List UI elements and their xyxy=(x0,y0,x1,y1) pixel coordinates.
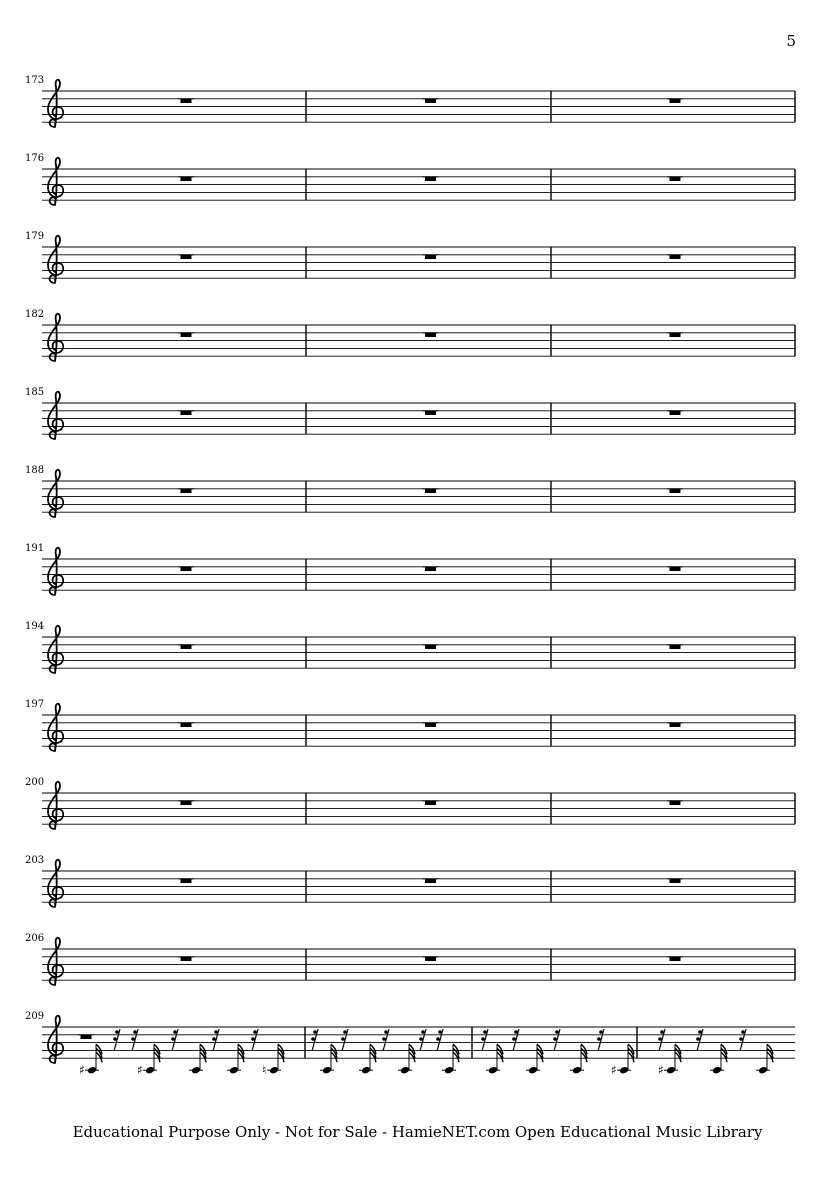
staff xyxy=(0,153,835,231)
staff xyxy=(0,309,835,387)
sixteenth-rest-icon xyxy=(512,1029,519,1051)
staff xyxy=(0,621,835,699)
measure-number: 206 xyxy=(25,933,45,944)
measure-number: 179 xyxy=(25,231,45,242)
sharp-icon: ♯ xyxy=(658,1063,664,1078)
whole-rest-icon xyxy=(670,411,681,415)
music-system xyxy=(0,933,835,1011)
whole-rest-icon xyxy=(181,879,192,883)
sharp-icon: ♯ xyxy=(611,1063,617,1078)
whole-rest-icon xyxy=(181,411,192,415)
staff xyxy=(0,543,835,621)
music-system xyxy=(0,699,835,777)
page-number: 5 xyxy=(786,32,796,50)
whole-rest-icon xyxy=(181,333,192,337)
whole-rest-icon xyxy=(670,567,681,571)
measure-number: 197 xyxy=(25,699,45,710)
staff xyxy=(0,75,835,153)
sixteenth-rest-icon xyxy=(171,1029,178,1051)
whole-rest-icon xyxy=(181,177,192,181)
whole-rest-icon xyxy=(670,255,681,259)
sixteenth-rest-icon xyxy=(251,1029,258,1051)
whole-rest-icon xyxy=(670,879,681,883)
whole-rest-icon xyxy=(425,645,436,649)
measure-number: 185 xyxy=(25,387,45,398)
sixteenth-rest-icon xyxy=(382,1029,389,1051)
staff xyxy=(0,777,835,855)
treble-clef-icon xyxy=(48,626,63,673)
measure-number: 176 xyxy=(25,153,45,164)
whole-rest-icon xyxy=(670,177,681,181)
sixteenth-rest-icon xyxy=(311,1029,318,1051)
whole-rest-icon xyxy=(425,411,436,415)
whole-rest-icon xyxy=(425,333,436,337)
whole-rest-icon xyxy=(181,255,192,259)
treble-clef-icon xyxy=(48,548,63,595)
measure-number: 194 xyxy=(25,621,45,632)
sixteenth-rest-icon xyxy=(341,1029,348,1051)
music-system xyxy=(0,309,835,387)
music-system xyxy=(0,855,835,933)
treble-clef-icon xyxy=(48,236,63,283)
sixteenth-rest-icon xyxy=(419,1029,426,1051)
treble-clef-icon xyxy=(48,704,63,751)
measure-number: 173 xyxy=(25,75,45,86)
whole-rest-icon xyxy=(425,723,436,727)
staff xyxy=(0,855,835,933)
sixteenth-rest-icon xyxy=(739,1029,746,1051)
whole-rest-icon xyxy=(670,957,681,961)
sixteenth-rest-icon xyxy=(658,1029,665,1051)
staff xyxy=(0,1011,835,1089)
whole-rest-icon xyxy=(425,567,436,571)
whole-rest-icon xyxy=(181,801,192,805)
sixteenth-rest-icon xyxy=(131,1029,138,1051)
treble-clef-icon xyxy=(48,782,63,829)
sixteenth-rest-icon xyxy=(113,1029,120,1051)
whole-rest-icon xyxy=(181,645,192,649)
staff xyxy=(0,231,835,309)
whole-rest-icon xyxy=(670,723,681,727)
music-system xyxy=(0,231,835,309)
treble-clef-icon xyxy=(48,314,63,361)
measure-number: 191 xyxy=(25,543,45,554)
treble-clef-icon xyxy=(48,392,63,439)
staff xyxy=(0,387,835,465)
whole-rest-icon xyxy=(425,801,436,805)
natural-icon: ♮ xyxy=(262,1063,267,1078)
treble-clef-icon xyxy=(48,80,63,127)
whole-rest-icon xyxy=(181,723,192,727)
whole-rest-icon xyxy=(181,957,192,961)
treble-clef-icon xyxy=(48,158,63,205)
music-system xyxy=(0,777,835,855)
whole-rest-icon xyxy=(425,177,436,181)
footer-notice: Educational Purpose Only - Not for Sale - HamieNET.com Open Educational Music Library xyxy=(72,1123,763,1141)
whole-rest-icon xyxy=(425,255,436,259)
whole-rest-icon xyxy=(670,645,681,649)
measure-number: 182 xyxy=(25,309,45,320)
sixteenth-rest-icon xyxy=(553,1029,560,1051)
treble-clef-icon xyxy=(48,1016,63,1063)
music-system xyxy=(0,387,835,465)
sixteenth-rest-icon xyxy=(212,1029,219,1051)
measure-number: 203 xyxy=(25,855,45,866)
sixteenth-rest-icon xyxy=(436,1029,443,1051)
whole-rest-icon xyxy=(425,99,436,103)
whole-rest-icon xyxy=(181,567,192,571)
music-system xyxy=(0,543,835,621)
whole-rest-icon xyxy=(181,99,192,103)
whole-rest-icon xyxy=(670,489,681,493)
treble-clef-icon xyxy=(48,470,63,517)
whole-rest-icon xyxy=(670,333,681,337)
treble-clef-icon xyxy=(48,938,63,985)
whole-rest-icon xyxy=(425,879,436,883)
sharp-icon: ♯ xyxy=(79,1063,85,1078)
whole-rest-icon xyxy=(181,489,192,493)
staff xyxy=(0,465,835,543)
music-system xyxy=(0,465,835,543)
whole-rest-icon xyxy=(425,489,436,493)
sixteenth-rest-icon xyxy=(597,1029,604,1051)
whole-rest-icon xyxy=(425,957,436,961)
whole-rest-icon xyxy=(670,801,681,805)
music-system xyxy=(0,153,835,231)
measure-number: 209 xyxy=(25,1011,45,1022)
staff xyxy=(0,699,835,777)
sharp-icon: ♯ xyxy=(137,1063,143,1078)
whole-rest-icon xyxy=(670,99,681,103)
music-system xyxy=(0,75,835,153)
treble-clef-icon xyxy=(48,860,63,907)
measure-number: 188 xyxy=(25,465,45,476)
whole-rest-icon xyxy=(81,1035,92,1039)
sixteenth-rest-icon xyxy=(696,1029,703,1051)
sixteenth-rest-icon xyxy=(481,1029,488,1051)
music-system xyxy=(0,1011,835,1089)
music-system xyxy=(0,621,835,699)
staff xyxy=(0,933,835,1011)
measure-number: 200 xyxy=(25,777,45,788)
